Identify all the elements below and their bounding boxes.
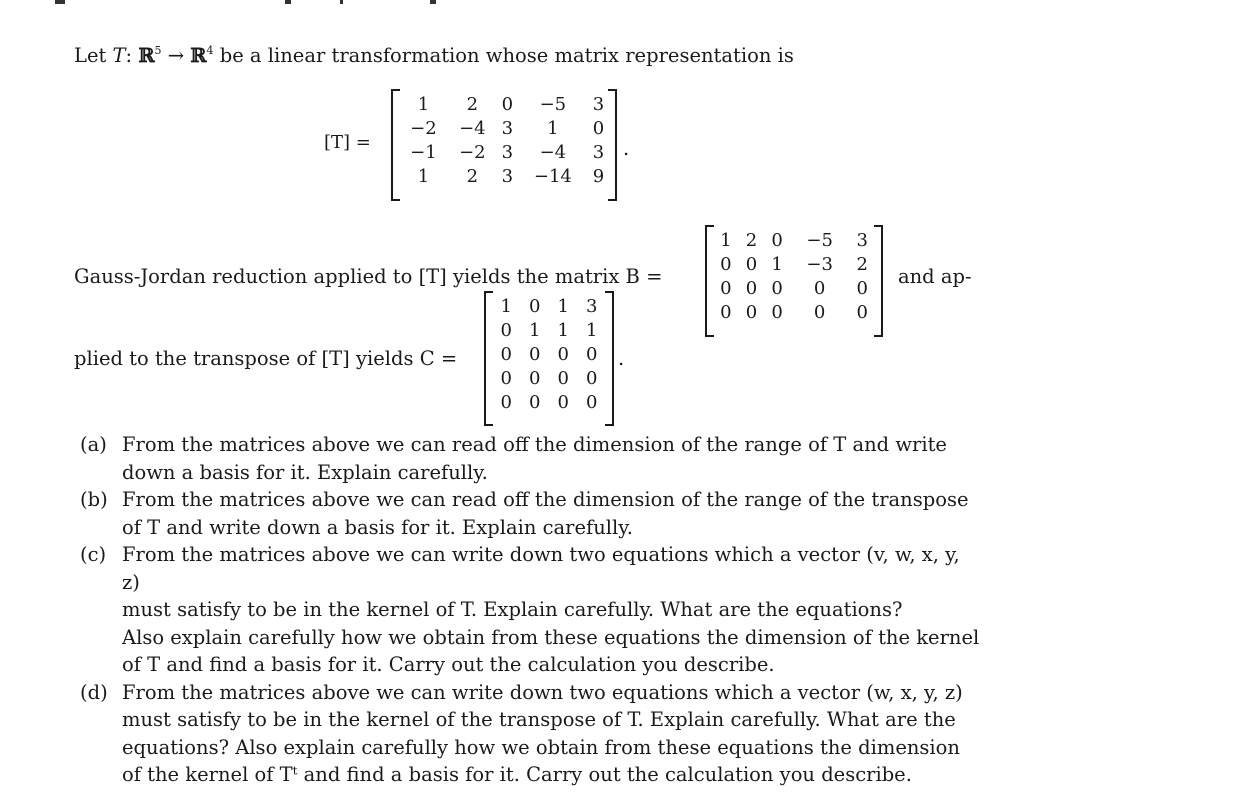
matrix-b-cell: 2 [856, 254, 868, 275]
matrix-b-cell: 0 [813, 302, 826, 323]
matrix-t-cell: −1 [410, 142, 437, 163]
matrix-c-cell: 0 [586, 368, 598, 389]
matrix-t-cell: 9 [592, 166, 605, 187]
matrix-c-row [492, 343, 606, 367]
matrix-t-cell: −4 [459, 118, 486, 139]
matrix-t-row [399, 117, 609, 141]
matrix-t-cell: −2 [410, 118, 437, 139]
matrix-b-cell: 0 [856, 302, 868, 323]
part-c-label: (c) [80, 543, 107, 566]
intro-sentence: Let T: ℝ$^5$ → ℝ$^4$ be a linear transformation whose matrix representation is [74, 44, 794, 67]
matrix-t-cell: 3 [501, 142, 514, 163]
part-b [80, 486, 980, 541]
matrix-c-cell: 0 [586, 344, 598, 365]
part-d [80, 679, 980, 789]
matrix-b-cell: 3 [856, 230, 868, 251]
part-d-line-1: From the matrices above we can write down two equations which a vector (w, x, y, z) [122, 680, 963, 704]
matrix-c-cell: 0 [529, 296, 541, 317]
matrix-t-lhs: [T] = [324, 132, 371, 153]
matrix-b-cell: 0 [771, 302, 783, 323]
part-c-line-1: From the matrices above we can write down two equations which a vector (v, w, x, y, z) [122, 543, 960, 594]
part-d-line-4: of the kernel of Tᵗ and find a basis for it. Carry out the calculation you describe. [122, 763, 912, 786]
matrix-c-cell: 0 [500, 344, 512, 365]
part-a [80, 431, 980, 486]
matrix-c-cell: 0 [529, 344, 541, 365]
matrix-c-cell: 0 [500, 368, 512, 389]
matrix-b-row [713, 301, 875, 325]
part-c-line-4: of T and find a basis for it. Carry out the calculation you describe. [122, 653, 775, 676]
part-a-line-1: From the matrices above we can read off the dimension of the range of T and write [122, 433, 947, 456]
matrix-b-cell: 0 [745, 254, 758, 275]
matrix-b-cell: 0 [745, 278, 758, 299]
matrix-b-cell: 0 [856, 278, 868, 299]
matrix-c-cell: 1 [529, 320, 541, 341]
matrix-c-cell: 0 [500, 392, 512, 413]
matrix-t-cell: −2 [459, 142, 486, 163]
matrix-t-cell: 3 [501, 166, 514, 187]
matrix-t-cell: 1 [417, 94, 430, 115]
matrix-c-cell: 0 [500, 320, 512, 341]
gauss-sentence-2-tail: . [618, 347, 625, 370]
matrix-c-cell: 0 [529, 392, 541, 413]
matrix-b-cell: 0 [771, 230, 783, 251]
matrix-t-cell: −14 [533, 166, 572, 187]
matrix-t-table [399, 93, 609, 189]
gauss-sentence-2: plied to the transpose of [T] yields C = [74, 347, 458, 370]
part-a-line-2: down a basis for it. Explain carefully. [122, 460, 488, 484]
part-b-line-1: From the matrices above we can read off the dimension of the range of the transpose [122, 488, 969, 511]
matrix-c-right-bracket [605, 291, 614, 426]
matrix-b-cell: 0 [771, 278, 783, 299]
matrix-c-table [492, 295, 606, 415]
matrix-t-cell: 3 [592, 142, 605, 163]
matrix-t-cell: 0 [501, 94, 514, 115]
matrix-c [484, 291, 614, 426]
part-c-line-2: must satisfy to be in the kernel of T. Explain carefully. What are the equations? [122, 598, 903, 621]
gauss-sentence-1-tail: and ap- [898, 265, 972, 288]
matrix-b-cell: 2 [745, 230, 758, 251]
matrix-t-cell: −5 [539, 94, 567, 115]
part-d-label: (d) [80, 680, 108, 704]
part-a-label: (a) [80, 433, 107, 456]
matrix-c-cell: 0 [586, 392, 598, 413]
question-parts [80, 431, 980, 789]
matrix-t [391, 89, 617, 201]
matrix-c-cell: 0 [557, 344, 569, 365]
matrix-b-cell: 0 [745, 302, 758, 323]
matrix-t-right-bracket [608, 89, 617, 201]
cropped-top-edge [0, 0, 1257, 6]
matrix-b-cell: 0 [813, 278, 826, 299]
matrix-c-cell: 0 [557, 392, 569, 413]
matrix-b-cell: −3 [806, 254, 833, 275]
matrix-t-row [399, 165, 609, 189]
part-d-line-2: must satisfy to be in the kernel of the transpose of T. Explain carefully. What are the [122, 708, 956, 731]
matrix-b-table [713, 229, 875, 325]
matrix-b-right-bracket [874, 225, 883, 337]
part-d-line-3: equations? Also explain carefully how we obtain from these equations the dimension [122, 735, 960, 759]
matrix-c-cell: 1 [557, 296, 569, 317]
matrix-t-cell: 1 [417, 166, 430, 187]
matrix-c-cell: 1 [557, 320, 569, 341]
matrix-c-cell: 0 [529, 368, 541, 389]
matrix-b-row [713, 277, 875, 301]
matrix-t-period: . [623, 137, 630, 160]
part-c [80, 541, 980, 679]
matrix-t-cell: 3 [501, 118, 514, 139]
matrix-c-row [492, 391, 606, 415]
matrix-t-cell: −4 [539, 142, 567, 163]
matrix-c-row [492, 319, 606, 343]
matrix-t-cell: 0 [592, 118, 605, 139]
matrix-c-cell: 3 [586, 296, 598, 317]
part-c-line-3: Also explain carefully how we obtain from these equations the dimension of the kernel [122, 625, 980, 649]
matrix-b-row [713, 253, 875, 277]
matrix-b [705, 225, 883, 337]
matrix-b-cell: −5 [806, 230, 833, 251]
matrix-c-row [492, 295, 606, 319]
matrix-t-cell: 1 [547, 118, 559, 139]
matrix-b-row [713, 229, 875, 253]
matrix-c-row [492, 367, 606, 391]
matrix-b-cell: 1 [720, 230, 732, 251]
matrix-b-cell: 0 [720, 302, 732, 323]
matrix-t-cell: 2 [466, 94, 479, 115]
matrix-c-cell: 0 [557, 368, 569, 389]
matrix-t-row [399, 93, 609, 117]
gauss-sentence-1: Gauss-Jordan reduction applied to [T] yields the matrix B = [74, 265, 663, 288]
part-b-label: (b) [80, 488, 108, 511]
part-b-line-2: of T and write down a basis for it. Explain carefully. [122, 515, 633, 539]
matrix-b-cell: 1 [771, 254, 783, 275]
matrix-b-cell: 0 [720, 278, 732, 299]
matrix-t-cell: 2 [466, 166, 479, 187]
matrix-t-cell: 3 [592, 94, 605, 115]
matrix-t-row [399, 141, 609, 165]
matrix-c-cell: 1 [586, 320, 598, 341]
matrix-b-cell: 0 [720, 254, 732, 275]
matrix-c-cell: 1 [500, 296, 512, 317]
